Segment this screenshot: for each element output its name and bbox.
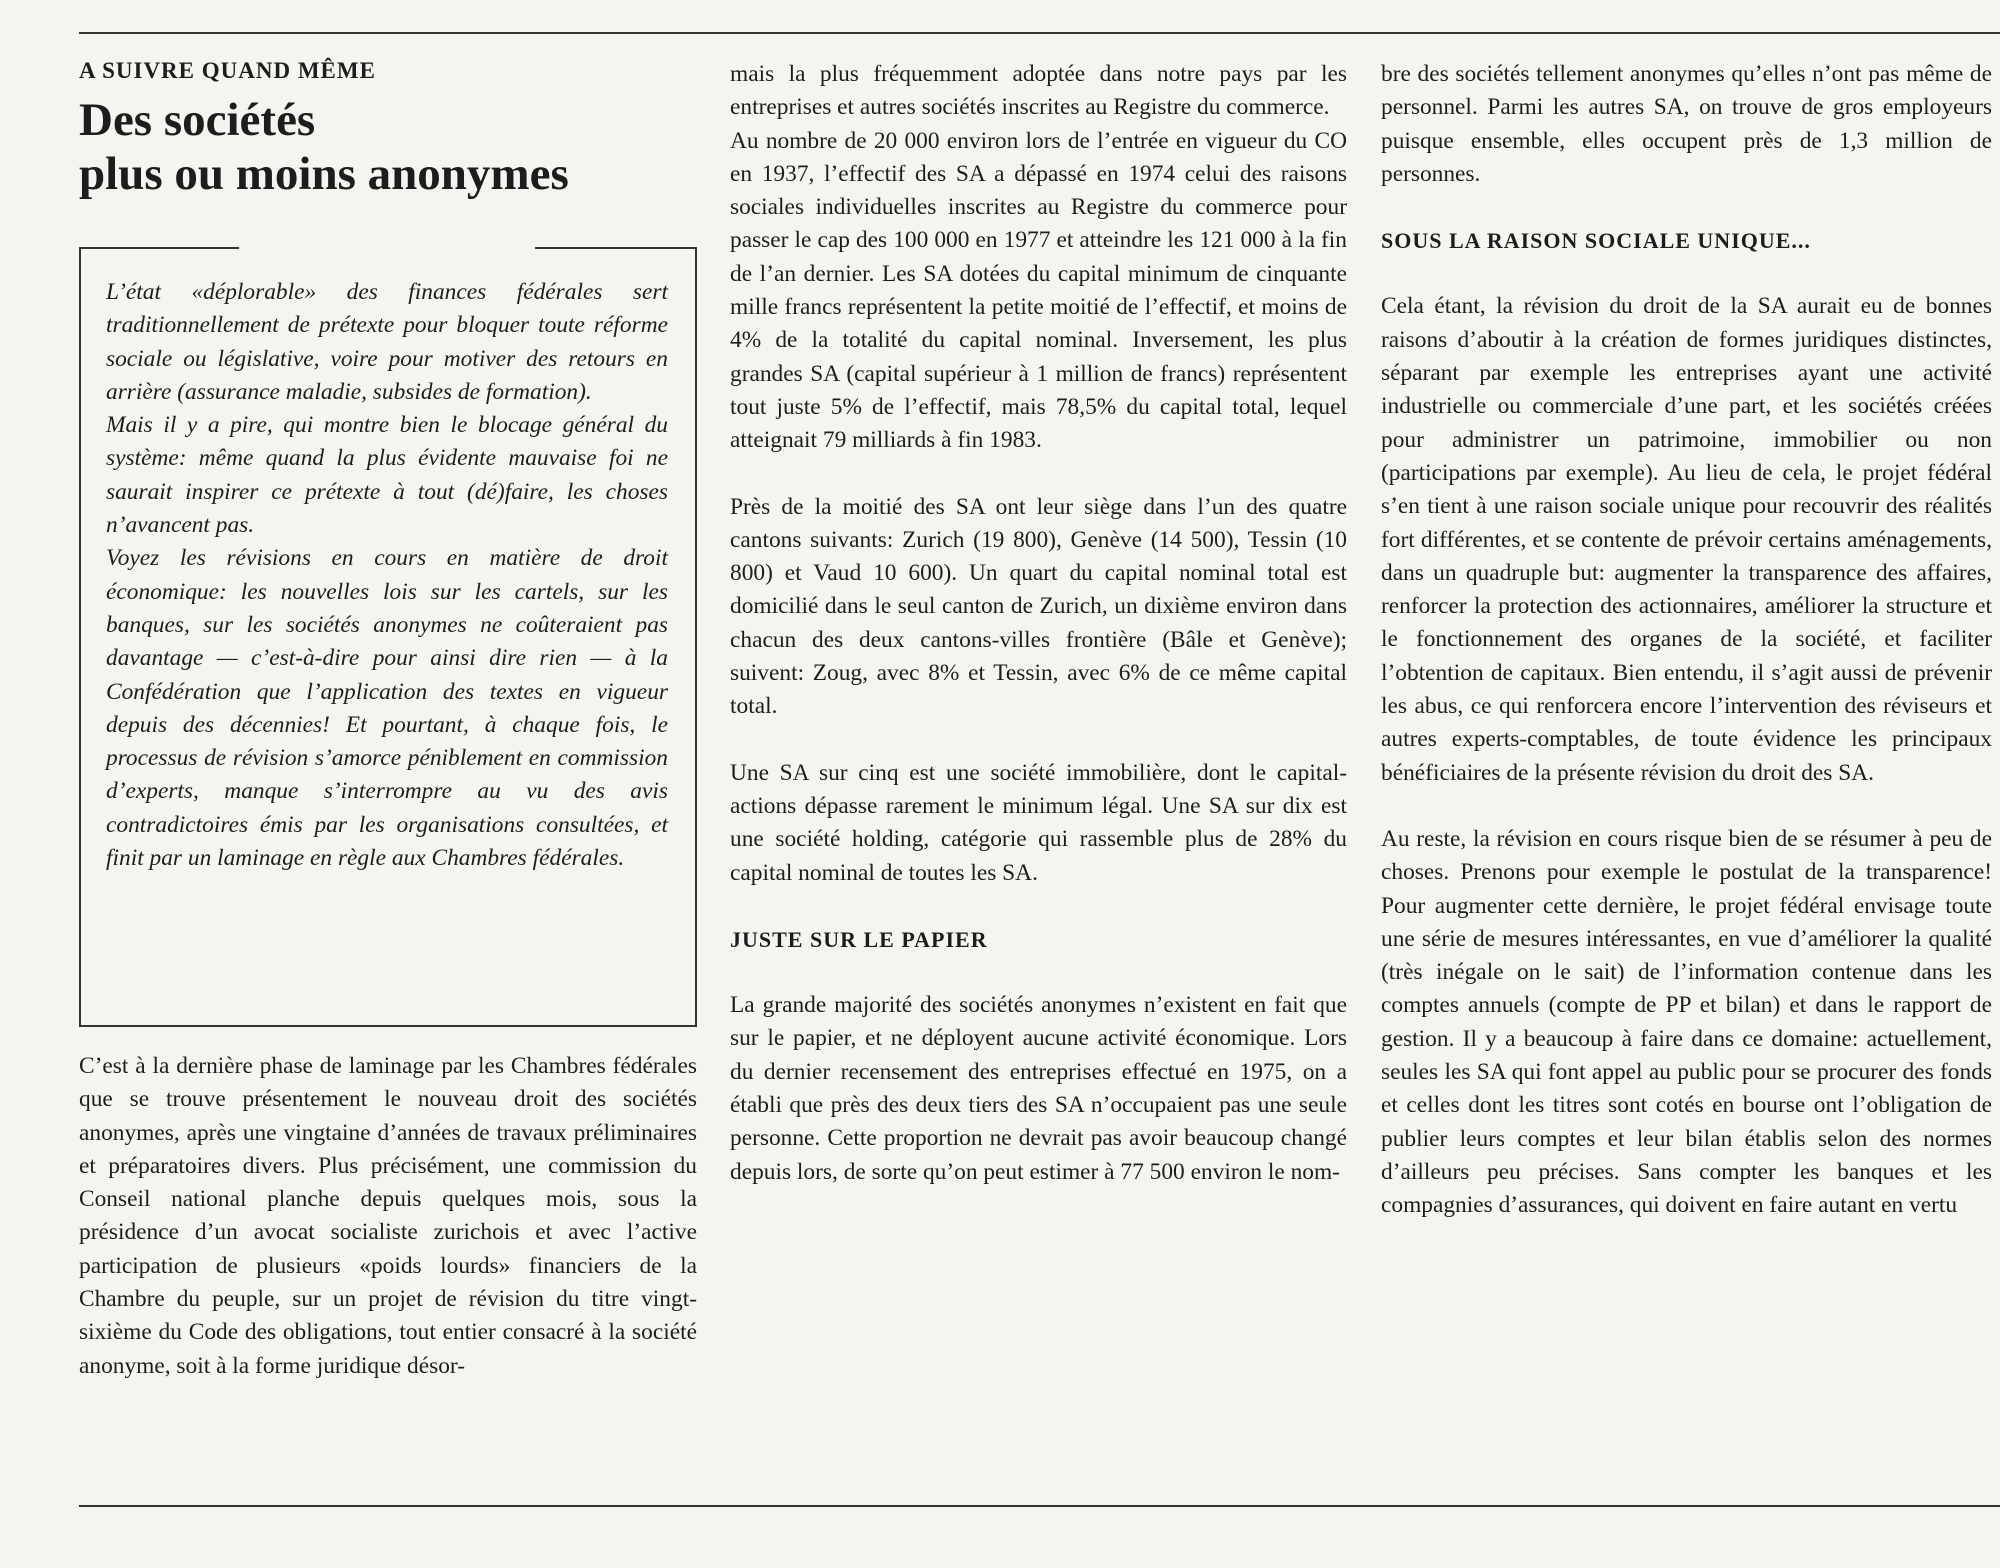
col2-subheading: JUSTE SUR LE PAPIER <box>730 926 988 952</box>
bottom-rule <box>79 1505 2000 1507</box>
column-2 <box>730 58 1347 1189</box>
col3-subheading: SOUS LA RAISON SOCIALE UNIQUE... <box>1381 228 1811 254</box>
article-kicker: A SUIVRE QUAND MÊME <box>79 58 376 83</box>
col2-paragraph-1: mais la plus fréquemment adoptée dans notre pays par les entreprises et autres sociétés inscrites au Registre du commerce. <box>730 61 1347 121</box>
top-rule <box>79 32 2000 34</box>
title-line-1: Des sociétés <box>79 94 316 146</box>
editorial-box-text <box>106 276 668 875</box>
col2-paragraph-5: La grande majorité des sociétés anonymes n’existent en fait que sur le papier, et ne déployent aucune activité économique. Lors du dernier recensement des entreprises effectué en 1975, on a établi que près des deux tiers des SA n’occupaient pas une seule personne. Cette proportion ne devrait pas avoir beaucoup changé depuis lors, de sorte qu’on peut estimer à 77 500 environ le nom- <box>730 992 1347 1185</box>
box-top-rule-left <box>79 247 239 249</box>
box-top-rule-right <box>535 247 697 249</box>
box-paragraph-1: L’état «déplorable» des finances fédérales sert traditionnellement de prétexte pour bloquer toute réforme sociale ou législative, voire pour motiver des retours en arrière (assurance maladie, subsides de formation). <box>106 279 668 405</box>
col2-paragraph-4: Une SA sur cinq est une société immobilière, dont le capital-actions dépasse rarement le minimum légal. Une SA sur dix est une société holding, catégorie qui rassemble plus de 28% du capital nominal de toutes les SA. <box>730 759 1347 886</box>
column-1-body <box>79 1050 697 1383</box>
col3-paragraph-3: Au reste, la révision en cours risque bien de se résumer à peu de choses. Prenons pour exemple le postulat de la transparence! Pour augmenter cette dernière, le projet fédéral envisage toute une série de mesures intéressantes, en vue d’améliorer la qualité (très inégale on le sait) de l’information contenue dans les comptes annuels (compte de PP et bilan) et dans le rapport de gestion. Il y a beaucoup à faire dans ce domaine: actuellement, seules les SA qui font appel au public pour se procurer des fonds et celles dont les titres sont cotés en bourse ont l’obligation de publier leurs comptes et leur bilan établis selon des normes d’ailleurs peu précises. Sans compter les banques et les compagnies d’assurances, qui doivent en faire autant en vertu <box>1381 825 1992 1219</box>
box-paragraph-2: Mais il y a pire, qui montre bien le blocage général du système: même quand la plus évidente mauvaise foi ne saurait inspirer ce prétexte à tout (dé)faire, les choses n’avancent pas. <box>106 412 668 539</box>
article-title <box>79 93 569 201</box>
col3-paragraph-1: bre des sociétés tellement anonymes qu’elles n’ont pas même de personnel. Parmi les autres SA, on trouve de gros employeurs puisque ensemble, elles occupent près de 1,3 million de personnes. <box>1381 61 1992 187</box>
col3-paragraph-2: Cela étant, la révision du droit de la SA aurait eu de bonnes raisons d’aboutir à la création de formes juridiques distinctes, séparant par exemple les entreprises ayant une activité industrielle ou commerciale d’une part, et les sociétés créées pour administrer un patrimoine, immobilier ou non (participations par exemple). Au lieu de cela, le projet fédéral s’en tient à une raison sociale unique pour recouvrir des réalités fort différentes, et se contente de prévoir certains aménagements, dans un quadruple but: augmenter la transparence des affaires, renforcer la protection des actionnaires, améliorer la structure et le fonctionnement des organes de la société, et faciliter l’obtention de capitaux. Bien entendu, il s’agit aussi de prévenir les abus, ce qui renforcera encore l’intervention des réviseurs et autres experts-comptables, de toute évidence les principaux bénéficiaires de la présente révision du droit des SA. <box>1381 293 1992 786</box>
col2-paragraph-3: Près de la moitié des SA ont leur siège dans l’un des quatre cantons suivants: Zurich (19 800), Genève (14 500), Tessin (10 800) et Vaud 10 600). Un quart du capital nominal total est domicilié dans le seul canton de Zurich, un dixième environ dans chacun des deux cantons-villes frontière (Bâle et Genève); suivent: Zoug, avec 8% et Tessin, avec 6% de ce même capital total. <box>730 493 1347 720</box>
title-line-2: plus ou moins anonymes <box>79 148 569 200</box>
col2-paragraph-2: Au nombre de 20 000 environ lors de l’entrée en vigueur du CO en 1937, l’effectif des SA a dépassé en 1974 celui des raisons sociales individuelles inscrites au Registre du commerce pour passer le cap des 100 000 en 1977 et atteindre les 121 000 à la fin de l’an dernier. Les SA dotées du capital minimum de cinquante mille francs représentent la petite moitié de l’effectif, et moins de 4% de la totalité du capital nominal. Inversement, les plus grandes SA (capital supérieur à 1 million de francs) représentent tout juste 5% de l’effectif, mais 78,5% du capital total, lequel atteignait 79 milliards à fin 1983. <box>730 127 1347 454</box>
box-paragraph-3: Voyez les révisions en cours en matière de droit économique: les nouvelles lois sur les cartels, sur les banques, sur les sociétés anonymes ne coûteraient pas davantage — c’est-à-dire pour ainsi dire rien — à la Confédération que l’application des textes en vigueur depuis des décennies! Et pourtant, à chaque fois, le processus de révision s’amorce péniblement en commission d’experts, manque s’interrompre au vu des avis contradictoires émis par les organisations consultées, et finit par un laminage en règle aux Chambres fédérales. <box>106 545 668 872</box>
column-3 <box>1381 58 1992 1223</box>
col1-paragraph-1: C’est à la dernière phase de laminage par les Chambres fédérales que se trouve présentement le nouveau droit des sociétés anonymes, après une vingtaine d’années de travaux préliminaires et préparatoires divers. Plus précisément, une commission du Conseil national planche depuis quelques mois, sous la présidence d’un avocat socialiste zurichois et avec l’active participation de plusieurs «poids lourds» financiers de la Chambre du peuple, sur un projet de révision du titre vingt-sixième du Code des obligations, tout entier consacré à la société anonyme, soit à la forme juridique désor- <box>79 1053 697 1379</box>
